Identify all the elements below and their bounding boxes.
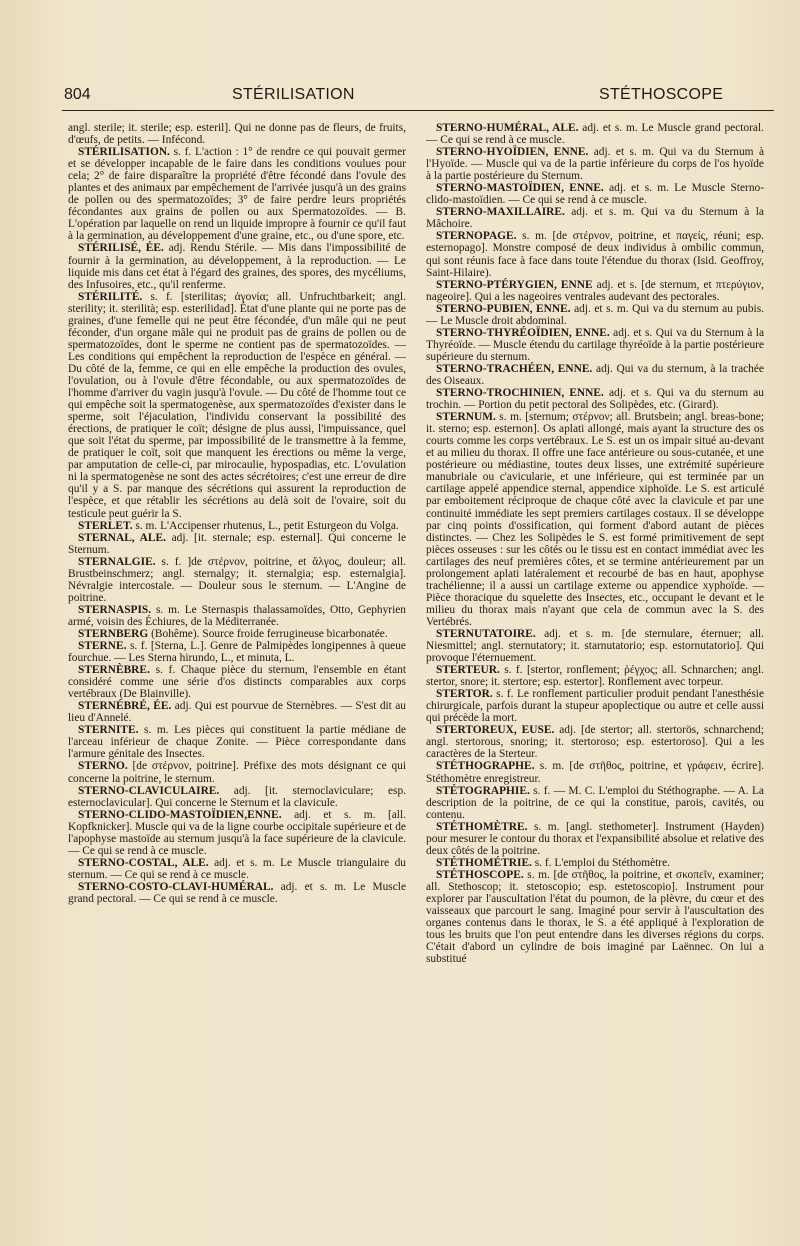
entry-definition: s. f. L'emploi du Stéthomètre. [531,856,670,869]
dictionary-entry [426,664,764,688]
entry-definition: s. m. Les pièces qui constituent la partie médiane de l'arceau inférieur de chaque Zonite. — Pièce correspondante dans l'armure génitale des Insectes. [68,724,406,761]
dictionary-entry [68,604,406,628]
entry-definition: adj. [it. sternoclaviculare; esp. esternoclavicular]. Qui concerne le Sternum et la clavicule. [68,784,406,809]
dictionary-entry [68,242,406,290]
entry-headword: STERNO-COSTAL, ALE. [78,856,209,869]
entry-headword: STÉTOGRAPHIE. [436,784,530,797]
entry-headword: STERNO-TRACHÉEN, ENNE. [436,362,593,375]
dictionary-entry [426,785,764,821]
entry-definition: s. m. [de στῆθος, poitrine, et γράφειν, écrire]. Stéthomètre enregistreur. [426,760,764,785]
dictionary-entry [426,628,764,664]
right-column [426,122,764,965]
entry-headword: STERNO-CLIDO-MASTOÏDIEN,ENNE. [78,808,282,821]
dictionary-entry [426,760,764,784]
entry-definition: adj. Rendu Stérile. — Mis dans l'impossibilité de fournir à la germination, au développement, à la reproduction. — Le liquide mis dans cet état à l'égard des graines, des spores, des mycéliums, des Infusoires, etc., qu'il renferme. [68,242,406,291]
dictionary-entry [426,821,764,857]
entry-definition: adj. et s. m. [de sternulare, éternuer; all. Niesmittel; angl. sternutatory; it. starnutatorio; esp. estornutatorio]. Qui provoque l'éternuement. [426,627,764,665]
running-header [62,84,774,111]
entry-headword: STERNO-TROCHINIEN, ENNE. [436,387,604,400]
entry-headword: STÉRILISATION. [78,146,170,159]
entry-definition: adj. et s. m. Le Muscle Sterno-clido-mastoïdien. — Ce qui se rend à ce muscle. [426,182,765,207]
entry-definition: s. f. [stertor, ronflement; ῥέγχος; all. Schnarchen; angl. stertor, snore; it. stertore; esp. estertor]. Ronflement avec torpeur. [426,664,764,689]
dictionary-entry [426,857,764,869]
entry-headword: STERNAL, ALE. [78,531,166,544]
entry-headword: STERNO-HUMÉRAL, ALE. [436,122,579,134]
dictionary-entry [68,291,406,520]
entry-headword: STÉTHOMÈTRE. [436,820,528,833]
dictionary-entry [426,122,764,146]
entry-definition: s. f. — M. C. L'emploi du Stéthographe. — A. La description de la poitrine, de ce qui la constitue, parois, cavités, ou contenu. [426,784,764,821]
dictionary-entry [68,628,406,640]
entry-definition: s. m. [de στῆθος, la poitrine, et σκοπεῖν, examiner; all. Stethoscop; it. stetoscopio; esp. estetoscopio]. Instrument pour explorer par l'auscultation l'état du poumon, de la plèvre, du cœur et des vaisseaux que parcourt le sang. Imaginé pour servir à l'auscultation des organes contenus dans le thorax, le S. a été appliqué à l'exploration de tous les bruits que l'on peut entendre dans les diverses régions du corps. C'était d'abord un cylindre de bois imaginé par Laënnec. On lui a substitué [426,868,764,966]
dictionary-entry [68,809,406,857]
entry-definition: adj. et s. m. Qui va du Sternum à l'Hyoïde. — Muscle qui va de la partie inférieure du corps de l'os hyoïde à la partie postérieure du Sternum. [426,146,765,183]
left-running-title: STÉRILISATION [232,86,355,103]
entry-headword: STERNO-CLAVICULAIRE. [78,784,220,797]
dictionary-entry [426,387,764,411]
entry-headword: STÉTHOGRAPHE. [436,760,535,773]
entry-headword: STÉTHOMÉTRIE. [436,856,532,869]
entry-definition: adj. et s. m. Le Muscle grand pectoral. — Ce qui se rend à ce muscle. [68,880,406,905]
entry-headword: STÉTHOSCOPE. [436,868,524,881]
dictionary-entry [426,363,764,387]
dictionary-entry [426,724,764,760]
left-column [68,122,406,905]
dictionary-entry [68,700,406,724]
entry-headword: STERNO-THYRÉOÏDIEN, ENNE. [436,326,610,339]
entry-definition: s. m. L'Accipenser rhutenus, L., petit Esturgeon du Volga. [132,519,399,532]
dictionary-entry [68,556,406,604]
dictionary-entry [426,146,764,182]
entry-headword: STERNASPIS. [78,603,152,616]
dictionary-entry [426,206,764,230]
entry-definition: s. m. [sternum; στέρνον; all. Brutsbein; angl. breas-bone; it. sterno; esp. esternon]. Os aplati allongé, mais ayant la structure des os courts comme les corps vertébraux. Le S. est un os impair situé au-devant et au milieu du thorax. Il offre une face antérieure ou sous-cutanée, et une postérieure ou médiastine, toutes deux lisses, une extrémité supérieure manubriale ou c'avicularie, et une inférieure, qui est terminée par un cartilage appelé appendice sternal, appendice xiphoïde. Le S. est articulé par emboitement réciproque de chaque côté avec la clavicule et par une continuité immédiate les sept premiers cartilages costaux. Il se développe par cinq points d'ossification, qui forment d'abord autant de pièces distinctes. — Chez les Solipèdes le S. est formé primitivement de sept pièces osseuses : sur les côtés ou le tissu est en contact immédiat avec les cartilages des neuf premières côtes, et se termine antérieurement par un prolongement aplati latéralement et recourbé de bas en haut, apophyse trachélienne; il a aussi un cartilage externe ou appendice xyphoïde. — Pièce thoracique du squelette des Insectes, etc., occupant le devant et le milieu du thorax mais n'ayant que cela de commun avec la S. des Vertébrés. [426,411,764,628]
entry-headword: STERNO-MASTOÏDIEN, ENNE. [436,182,604,195]
dictionary-entry [68,122,406,146]
entry-headword: STERTOREUX, EUSE. [436,724,555,737]
entry-headword: STERNO-COSTO-CLAVI-HUMÉRAL. [78,880,274,893]
entry-definition: s. m. [de στέρνον, poitrine, et παγείς, réuni; esp. esternopago]. Monstre composé de deux individus à ombilic commun, qui sont réunis face à face dans toute l'étendue du thorax (Isid. Geoffroy, Saint-Hilaire). [426,230,764,279]
dictionary-entry [426,411,764,628]
dictionary-entry [426,182,764,206]
page-number: 804 [64,86,91,103]
entry-definition: adj. et s. m. Qui va du sternum au pubis. — Le Muscle droit abdominal. [426,302,764,327]
entry-definition: s. f. [sterilitas; ἀγονία; all. Unfruchtbarkeit; angl. sterility; it. sterilità; esp. esterilidad]. État d'une plante qui ne porte pas de graines, d'une femelle qui ne peut être fécondée, d'un mâle qui ne peut féconder, d'un organe mâle qui ne produit pas de grains de pollen ou de spermatozoïdes, dont le sperme ne contient pas de spermatozoïdes. — Les conditions qui empêchent la reproduction de l'espèce en général. — Du côté de la, femme, ce qui en elle empêche la production des ovules, l'ovulation, ou à l'ovule d'être fécondable, ou aux spermatozoïdes de l'homme d'arriver du vagin jusqu'à l'ovule. — Du côté de l'homme tout ce qui empêche soit la spermatogenèse, aux spermatozoïdes d'exister dans le sperme, soit l'éjaculation, l'individu conservant la possibilité des érections, de pratiquer le coït; désigne de plus aussi, l'impuissance, quel que soit l'état du sperme, par impossibilité de le transmettre à la femme, de pratiquer le coït, soit que manquent les érections ou même la verge, par amputation de celle-ci, par mirocaulie, hypospadias, etc. L'ovulation ni la spermatogenèse ne sont des actes sécrétoires; c'est une erreur de dire qu'il y a S. par manque des sécrétions qui assurent la reproduction de l'espèce, et que rétablir les sécrétions au delà soit de l'ovaire, soit du testicule peut guérir la S. [68,290,406,520]
entry-headword: STÉRILITÉ. [78,290,143,303]
dictionary-entry [68,664,406,700]
entry-headword: STERNO. [78,760,128,773]
dictionary-entry [68,785,406,809]
entry-definition: adj. [de stertor; all. stertorös, schnarchend; angl. stertorous, snoring; it. stertoroso; esp. estertoroso]. Qui a les caractères de la Sterteur. [426,724,764,761]
entry-headword: STERNUM. [436,411,496,424]
entry-definition: (Bohême). Source froide ferrugineuse bicarbonatée. [148,627,388,640]
entry-definition: s. f. Le ronflement particulier produit pendant l'anesthésie chirurgicale, parfois durant la stupeur apoplectique ou autre et celle aussi qui précède la mort. [426,688,764,725]
dictionary-entry [426,230,764,278]
entry-headword: STERNO-PUBIEN, ENNE. [436,302,571,315]
entry-headword: STERTOR. [436,688,493,701]
dictionary-entry [68,532,406,556]
entry-definition: s. f. [Sterna, L.]. Genre de Palmipèdes longipennes à queue fourchue. — Les Sterna hirundo, L., et minuta, L. [68,640,406,665]
entry-definition: adj. et s. [de sternum, et πτερύγιον, nageoire]. Qui a les nageoires ventrales audevant des pectorales. [426,278,764,303]
entry-headword: STERNÉBRÉ, ÉE. [78,700,172,713]
entry-definition: adj. et s. m. Qui va du Sternum à la Mâchoire. [426,206,764,231]
dictionary-entry [68,881,406,905]
entry-definition: s. m. [angl. stethometer]. Instrument (Hayden) pour mesurer le contour du thorax et l'expansibilité absolue et relative des deux côtés de la poitrine. [426,820,764,857]
entry-definition: adj. et s. m. Le Muscle triangulaire du sternum. — Ce qui se rend à ce muscle. [68,856,406,881]
entry-headword: STERNUTATOIRE. [436,627,536,640]
entry-headword: STERNO-HYOÏDIEN, ENNE. [436,146,589,159]
entry-headword: STERNE. [78,640,127,653]
dictionary-entry [68,520,406,532]
right-running-title: STÉTHOSCOPE [599,86,724,103]
entry-definition: adj. Qui va du sternum, à la trachée des Oiseaux. [426,362,764,387]
dictionary-entry [68,724,406,760]
entry-headword: STÉRILISÉ, ÉE. [78,242,164,255]
dictionary-entry [68,857,406,881]
entry-definition: s. f. L'action : 1° de rendre ce qui pouvait germer et se développer incapable de le faire dans les conditions voulues pour cela; 2° de faire disparaître la propriété d'être fécondé dans l'ovule des plantes et des animaux par empêchement de l'arrivée jusqu'à un des grains de pollen ou des spermatozoïdes; 3° de faire perdre leurs propriétés fécondantes aux grains de pollen ou aux Spermatozoïdes. — B. L'opération par laquelle on rend un liquide impropre à fournir ce qu'il faut à la germination, au développement d'une graine, etc., ou d'une spore, etc. [68,146,406,243]
entry-definition: adj. et s. m. Le Muscle grand pectoral. — Ce qui se rend à ce muscle. [426,122,764,147]
dictionary-entry [426,279,764,303]
dictionary-entry [426,303,764,327]
entry-definition: adj. [it. sternale; esp. esternal]. Qui concerne le Sternum. [68,531,406,556]
dictionary-entry [68,146,406,242]
entry-definition: [de στέρνον, poitrine]. Préfixe des mots désignant ce qui concerne la poitrine, le sternum. [68,760,406,785]
entry-headword: STERLET. [78,519,133,532]
entry-headword: STERNALGIE. [78,555,156,568]
entry-headword: STERNO-PTÉRYGIEN, ENNE [436,278,593,291]
dictionary-entry [426,688,764,724]
entry-headword: STERTEUR. [436,664,500,677]
entry-definition: angl. sterile; it. sterile; esp. esteril]. Qui ne donne pas de fleurs, de fruits, d'œufs, de petits. — Infécond. [68,122,406,147]
entry-headword: STERNOPAGE. [436,230,517,243]
entry-definition: adj. Qui est pourvue de Sternèbres. — S'est dit au lieu d'Annelé. [68,700,406,725]
entry-definition: adj. et s. m. [all. Kopfknicker]. Muscle qui va de la ligne courbe occipitale supérieure et de l'apophyse mastoïde au sternum jusqu'à la face supérieure de la clavicule. — Ce qui se rend à ce muscle. [68,808,406,857]
entry-definition: adj. et s. Qui va du sternum au trochin. — Portion du petit pectoral des Solipèdes, etc. (Girard). [426,387,764,412]
entry-definition: s. m. Le Sternaspis thalassamoïdes, Otto, Gephyrien armé, voisin des Échiures, de la Méditerranée. [68,603,406,628]
entry-definition: s. f. ]de στέρνον, poitrine, et ἄλγος, douleur; all. Brustbeinschmerz; angl. sternalgy; it. sternalgia; esp. esternalgia]. Névralgie intercostale. — Douleur sous le sternum. — L'Angine de poitrine. [68,555,406,604]
entry-definition: adj. et s. Qui va du Sternum à la Thyréoïde. — Muscle étendu du cartilage thyréoïde à la partie postérieure supérieure du sternum. [426,326,765,363]
dictionary-entry [68,640,406,664]
entry-headword: STERNO-MAXILLAIRE. [436,206,565,219]
dictionary-entry [426,869,764,965]
entry-headword: STERNÈBRE. [78,664,150,677]
entry-headword: STERNBERG [78,627,149,640]
dictionary-entry [68,760,406,784]
dictionary-entry [426,327,764,363]
entry-headword: STERNITE. [78,724,139,737]
entry-definition: s. f. Chaque pièce du sternum, l'ensemble en étant considéré comme une série d'os distincts comparables aux corps vertébraux (De Blainville). [68,664,406,701]
